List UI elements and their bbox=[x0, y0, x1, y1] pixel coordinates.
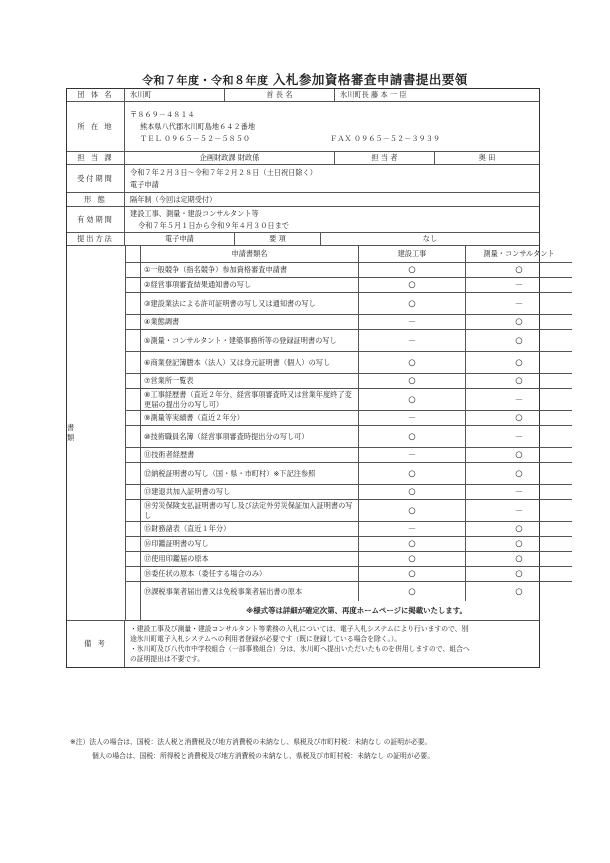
remarks-block bbox=[125, 621, 539, 667]
person-value: 奥 田 bbox=[478, 153, 496, 162]
construction-mark: ○ bbox=[359, 389, 466, 410]
doc-name: ⑱委任状の原本（委任する場合のみ） bbox=[141, 567, 359, 581]
footnote-corporate: ※注）法人の場合は、国税：法人税と消費税及び地方消費税の未納なし、県税及び市町村税：未納なし の証明が必要。 bbox=[70, 738, 432, 746]
consultant-mark: ○ bbox=[515, 265, 523, 275]
postal-code: 〒８６９－４８１４ bbox=[130, 109, 195, 119]
table-row bbox=[126, 567, 572, 582]
table-row bbox=[126, 374, 572, 389]
construction-mark: ○ bbox=[359, 485, 466, 499]
table-row bbox=[126, 537, 572, 552]
doc-name: ③建設業法による許可証明書の写し又は通知書の写し bbox=[141, 293, 359, 314]
table-row bbox=[126, 389, 572, 411]
doc-name: ⑩技術職員名簿（経営事項審査時提出分の写し可） bbox=[141, 426, 359, 447]
construction-mark: － bbox=[359, 522, 466, 536]
docs-header-construction: 建設工事 bbox=[359, 246, 466, 262]
docs-header bbox=[126, 246, 572, 263]
consultant-mark: ○ bbox=[515, 468, 523, 479]
table-row bbox=[126, 263, 572, 278]
req-label: 要 項 bbox=[235, 233, 321, 245]
row-organization bbox=[67, 89, 539, 102]
row-form bbox=[67, 193, 539, 207]
table-row bbox=[126, 582, 572, 601]
validity-label: 有効期間 bbox=[67, 207, 125, 232]
row-address bbox=[67, 102, 539, 152]
doc-name: ②経営事項審査結果通知書の写し bbox=[141, 278, 359, 292]
consultant-mark: ○ bbox=[515, 539, 523, 549]
dept-value: 企画財政課 財政係 bbox=[125, 152, 335, 164]
row-period bbox=[67, 165, 539, 193]
consultant-mark: ○ bbox=[515, 357, 523, 368]
construction-mark: ○ bbox=[359, 537, 466, 551]
construction-mark: ○ bbox=[359, 278, 466, 292]
table-row bbox=[126, 411, 572, 426]
consultant-mark: － bbox=[514, 506, 524, 517]
address-block bbox=[125, 102, 539, 151]
org-value: 氷川町 bbox=[125, 89, 225, 101]
period-value: 令和７年２月３日～令和７年２月２８日（土日祝日除く） bbox=[130, 167, 317, 177]
doc-name: ⑫納税証明書の写し（国・県・市町村）※下記注参照 bbox=[141, 463, 359, 484]
table-row bbox=[126, 463, 572, 485]
construction-mark: ○ bbox=[359, 263, 466, 277]
documents-section bbox=[67, 246, 555, 621]
table-row bbox=[126, 352, 572, 374]
table-row bbox=[126, 500, 572, 522]
consultant-mark: ○ bbox=[515, 450, 523, 460]
construction-mark: ○ bbox=[359, 552, 466, 566]
consultant-mark: ○ bbox=[515, 586, 523, 597]
docs-notice: ※様式等は詳細が確定次第、再度ホームページに掲載いたします。 bbox=[246, 605, 467, 615]
consultant-mark: ○ bbox=[515, 317, 523, 327]
dept-label: 担 当 課 bbox=[67, 152, 125, 164]
doc-name: ①一般競争（指名競争）参加資格審査申請書 bbox=[141, 263, 359, 277]
row-submit bbox=[67, 233, 539, 246]
consultant-mark: ○ bbox=[515, 413, 523, 423]
doc-name: ⑮財務諸表（直近１年分） bbox=[141, 522, 359, 536]
tel-number: ＴＥＬ ０９６５－５２－５８５０ bbox=[140, 133, 251, 143]
docs-label: 書 類 bbox=[67, 246, 126, 620]
doc-name: ⑪技術者経歴書 bbox=[141, 448, 359, 462]
consultant-mark: － bbox=[514, 488, 524, 498]
construction-mark: ○ bbox=[359, 374, 466, 388]
doc-name: ⑲課税事業者届出書又は免税事業者届出書の原本 bbox=[141, 582, 359, 601]
org-label: 団 体 名 bbox=[67, 89, 125, 101]
consultant-mark: ○ bbox=[515, 524, 523, 534]
period-block bbox=[125, 165, 539, 192]
construction-mark: － bbox=[359, 315, 466, 329]
docs-header-consultant: 測量・コンサルタント bbox=[483, 249, 555, 258]
table-row bbox=[126, 330, 572, 352]
period-label: 受付期間 bbox=[67, 165, 125, 192]
construction-mark: ○ bbox=[359, 426, 466, 447]
validity-line2: 令和７年５月１日から令和９年４月３０日まで bbox=[138, 220, 289, 230]
consultant-mark: ○ bbox=[515, 569, 523, 579]
page-title bbox=[0, 70, 610, 88]
remarks-line1: ・建設工事及び測量・建設コンサルタント等業務の入札については、電子入札システムにより行いますので、別 bbox=[130, 625, 469, 633]
form-label: 形 態 bbox=[67, 193, 125, 206]
consultant-mark: ○ bbox=[515, 554, 523, 564]
table-row bbox=[126, 522, 572, 537]
construction-mark: ○ bbox=[359, 463, 466, 484]
remarks-line4: の証明提出は不要です。 bbox=[130, 655, 205, 663]
construction-mark: ○ bbox=[359, 352, 466, 373]
construction-mark: － bbox=[359, 448, 466, 462]
table-row bbox=[126, 278, 572, 293]
title-prefix: 令和７年度・令和８年度 bbox=[142, 74, 269, 87]
remarks-label: 備 考 bbox=[67, 621, 125, 667]
submit-value: 電子申請 bbox=[125, 233, 235, 245]
docs-notice-row bbox=[126, 601, 572, 620]
table-row bbox=[126, 485, 572, 500]
construction-mark: ○ bbox=[359, 500, 466, 521]
doc-name: ⑬建退共加入証明書の写し bbox=[141, 485, 359, 499]
title-main: 入札参加資格審査申請書提出要領 bbox=[272, 72, 468, 87]
person-label: 担 当 者 bbox=[335, 152, 435, 164]
doc-name: ④業態調書 bbox=[141, 315, 359, 329]
requirements-table bbox=[66, 88, 555, 668]
row-department bbox=[67, 152, 539, 165]
head-value: 氷川町長 藤 本 一 臣 bbox=[340, 90, 407, 99]
table-row bbox=[126, 552, 572, 567]
head-label: 首 長 名 bbox=[225, 89, 335, 101]
doc-name: ⑭労災保険支払証明書の写し及び法定外労災保証加入証明書の写し bbox=[141, 500, 359, 521]
period-method: 電子申請 bbox=[130, 179, 159, 189]
table-row bbox=[126, 293, 572, 315]
footnote-individual: 個人の場合は、国税：所得税と消費税及び地方消費税の未納なし、県税及び市町村税：未納なし の証明が必要。 bbox=[92, 752, 435, 760]
validity-line1: 建設工事、測量・建設コンサルタント等 bbox=[130, 208, 259, 218]
table-row bbox=[126, 426, 572, 448]
req-value: なし bbox=[422, 234, 438, 243]
doc-rows bbox=[126, 263, 572, 601]
fax-number: ＦＡＸ ０９６５－５２－３９３９ bbox=[330, 133, 441, 143]
docs-header-name: 申請書類名 bbox=[141, 246, 359, 262]
doc-name: ⑰使用印鑑届の原本 bbox=[141, 552, 359, 566]
doc-name: ⑥商業登記簿謄本（法人）又は身元証明書（個人）の写し bbox=[141, 352, 359, 373]
remarks-line3: ・氷川町及び八代市中学校組合（一部事務組合）分は、氷川町へ提出いただいたものを併用しますので、組合へ bbox=[130, 645, 470, 653]
consultant-mark: － bbox=[514, 299, 524, 310]
remarks-line2: 途氷川町電子入札システムへの利用者登録が必要です（既に登録している場合を除く。）。 bbox=[130, 635, 402, 643]
table-row bbox=[126, 448, 572, 463]
consultant-mark: － bbox=[514, 432, 524, 443]
doc-name: ⑯印鑑証明書の写し bbox=[141, 537, 359, 551]
doc-name: ⑦営業所一覧表 bbox=[141, 374, 359, 388]
address-line: 熊本県八代郡氷川町島地６４２番地 bbox=[140, 121, 256, 131]
form-value: 隔年制（今回は定期受付） bbox=[130, 194, 217, 204]
row-remarks bbox=[67, 621, 539, 667]
doc-name: ⑧工事経歴書（直近２年分、経営事項審査時又は営業年度終了変更届の提出分の写し可） bbox=[141, 389, 359, 410]
doc-name: ⑨測量等実績書（直近２年分） bbox=[141, 411, 359, 425]
docs-body bbox=[126, 246, 572, 620]
doc-name: ⑤測量・コンサルタント・建築事務所等の登録証明書の写し bbox=[141, 330, 359, 351]
consultant-mark: ○ bbox=[515, 335, 523, 346]
construction-mark: ○ bbox=[359, 582, 466, 601]
consultant-mark: ○ bbox=[515, 376, 523, 386]
row-validity bbox=[67, 207, 539, 233]
construction-mark: ○ bbox=[359, 293, 466, 314]
address-label: 所 在 地 bbox=[67, 102, 125, 151]
submit-label: 提出方法 bbox=[67, 233, 125, 245]
construction-mark: ○ bbox=[359, 567, 466, 581]
validity-block bbox=[125, 207, 539, 232]
consultant-mark: － bbox=[514, 395, 524, 406]
construction-mark: － bbox=[359, 411, 466, 425]
construction-mark: － bbox=[359, 330, 466, 351]
table-row bbox=[126, 315, 572, 330]
consultant-mark: － bbox=[514, 281, 524, 291]
